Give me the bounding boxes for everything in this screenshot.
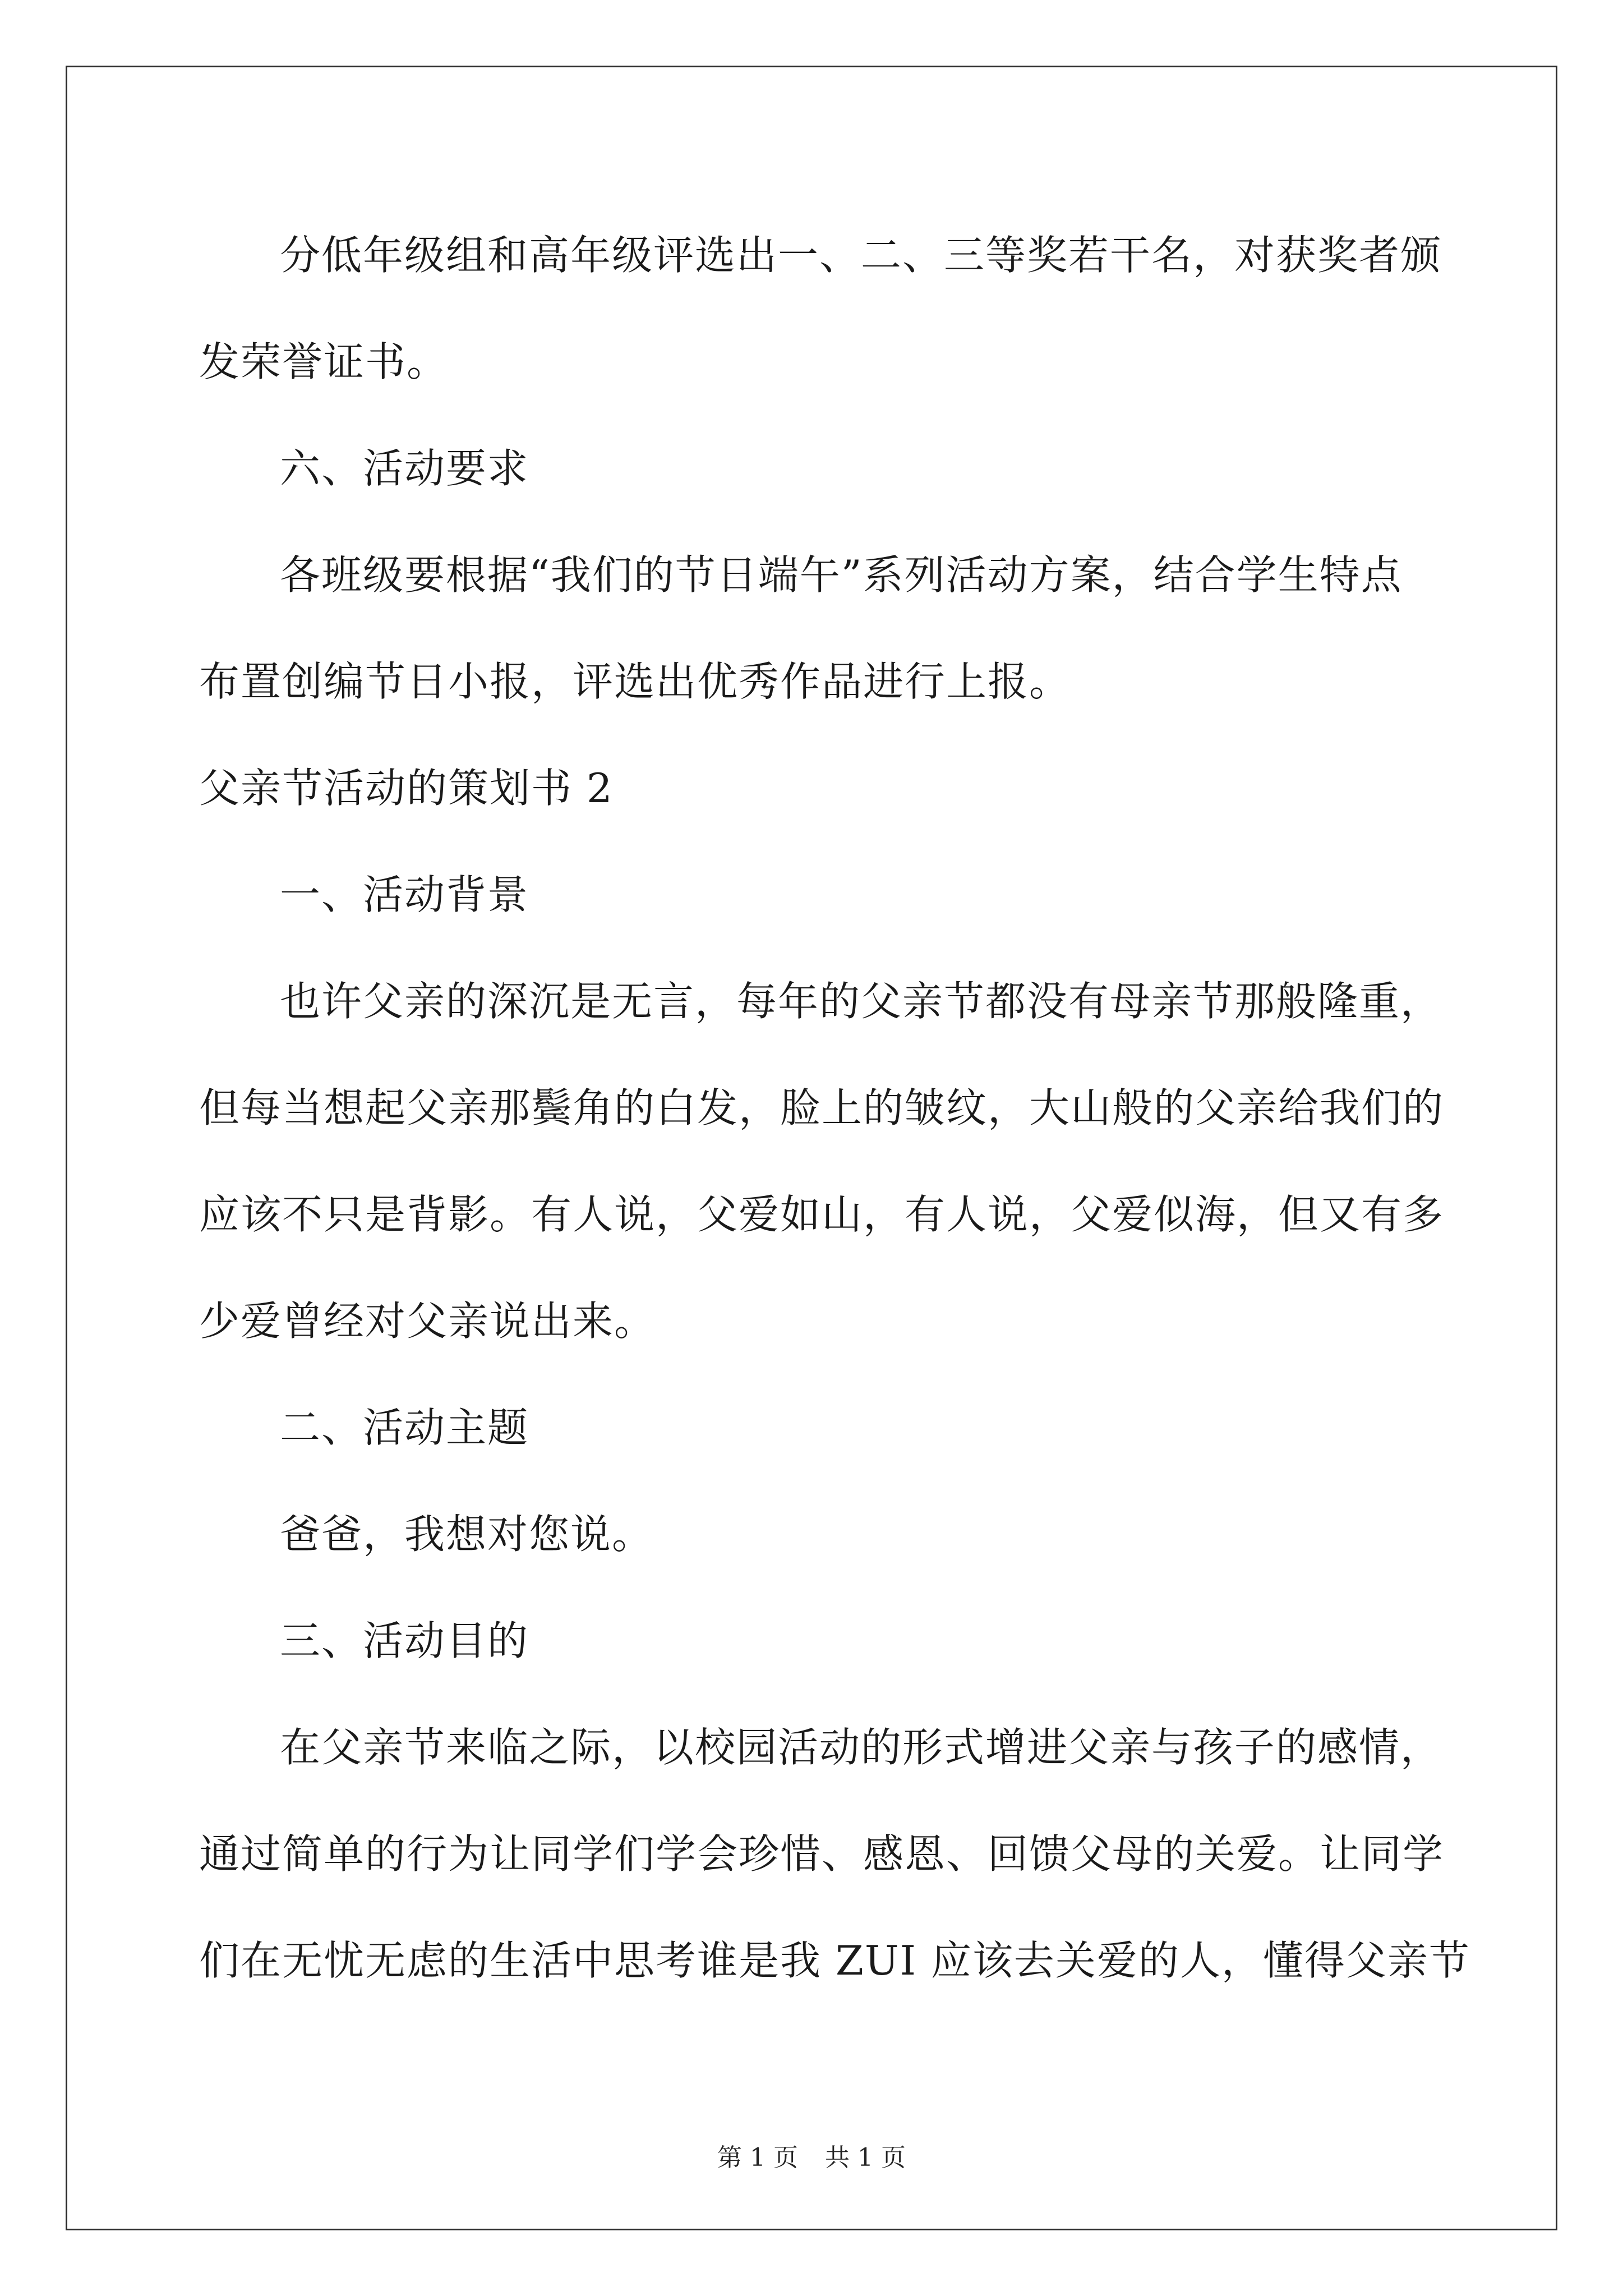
paragraph-line: 通过简单的行为让同学们学会珍惜、感恩、回馈父母的关爱。让同学 bbox=[199, 1830, 1445, 1878]
paragraph-line: 布置创编节日小报，评选出优秀作品进行上报。 bbox=[199, 658, 1071, 705]
paragraph-line: 各班级要根据“我们的节日端午”系列活动方案，结合学生特点 bbox=[280, 551, 1403, 599]
paragraph-line: 少爱曾经对父亲说出来。 bbox=[199, 1297, 656, 1345]
document-title: 父亲节活动的策划书 2 bbox=[199, 765, 614, 812]
paragraph-line: 分低年级组和高年级评选出一、二、三等奖若干名，对获奖者颁 bbox=[280, 232, 1442, 279]
paragraph-line: 也许父亲的深沉是无言，每年的父亲节都没有母亲节那般隆重， bbox=[280, 978, 1442, 1025]
paragraph-line: 爸爸，我想对您说。 bbox=[280, 1511, 654, 1558]
section-heading: 一、活动背景 bbox=[280, 871, 529, 918]
paragraph-line: 发荣誉证书。 bbox=[199, 338, 449, 385]
page-total: 共 1 页 bbox=[825, 2143, 906, 2172]
page-footer bbox=[0, 2137, 1623, 2173]
paragraph-line: 但每当想起父亲那鬓角的白发，脸上的皱纹，大山般的父亲给我们的 bbox=[199, 1084, 1445, 1131]
page-number: 第 1 页 bbox=[717, 2143, 798, 2172]
section-heading: 三、活动目的 bbox=[280, 1617, 529, 1664]
section-heading: 六、活动要求 bbox=[280, 445, 529, 492]
section-heading: 二、活动主题 bbox=[280, 1404, 529, 1451]
document-body bbox=[199, 202, 1470, 2014]
paragraph-line: 们在无忧无虑的生活中思考谁是我 ZUI 应该去关爱的人，懂得父亲节 bbox=[199, 1937, 1470, 1984]
paragraph-line: 在父亲节来临之际，以校园活动的形式增进父亲与孩子的感情， bbox=[280, 1724, 1442, 1771]
paragraph-line: 应该不只是背影。有人说，父爱如山，有人说，父爱似海，但又有多 bbox=[199, 1191, 1445, 1238]
